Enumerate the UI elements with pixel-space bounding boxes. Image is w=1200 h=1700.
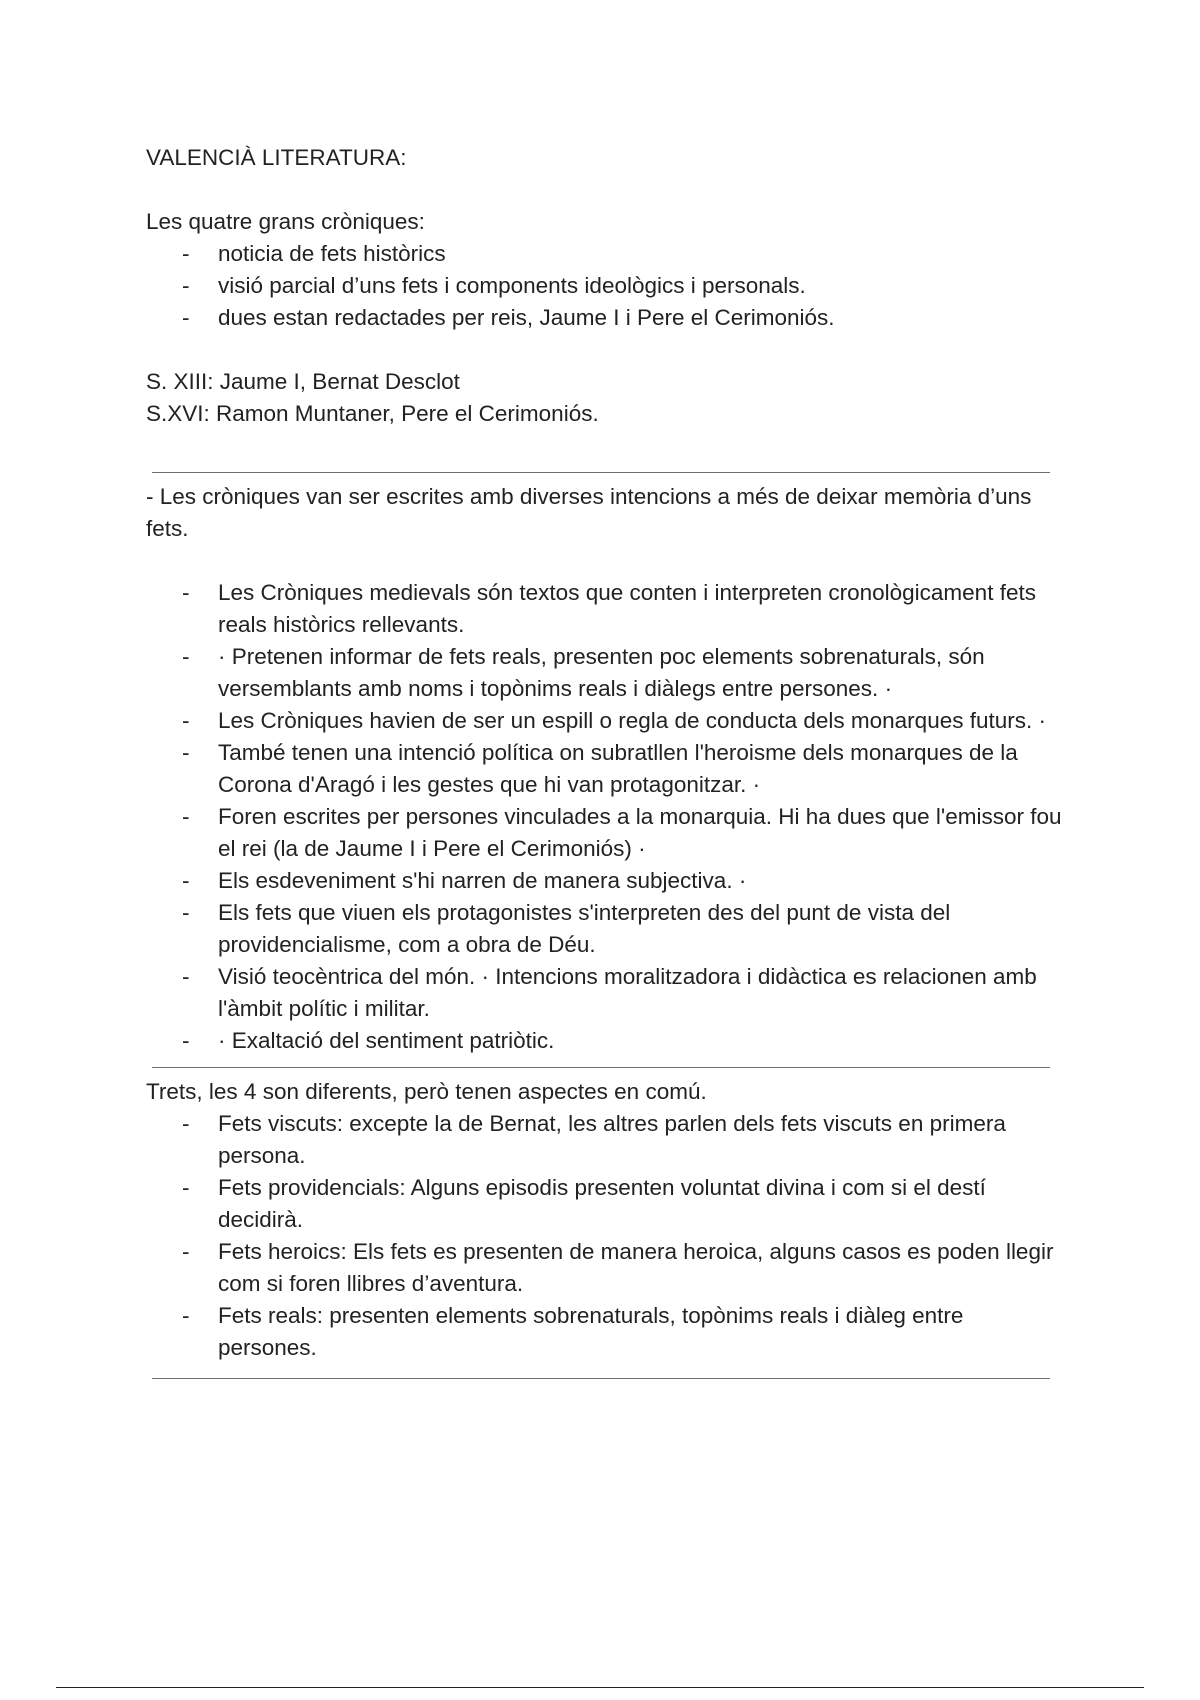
document-page <box>146 142 1066 1379</box>
dash-bullet: - <box>182 708 190 733</box>
list-item-text: · Pretenen informar de fets reals, presenten poc elements sobrenaturals, són versemblants amb noms i topònims reals i diàlegs entre persones. · <box>218 644 985 701</box>
list-item <box>146 1108 1066 1172</box>
section-divider <box>152 472 1050 473</box>
list-item-text: Fets reals: presenten elements sobrenaturals, topònims reals i diàleg entre persones. <box>218 1303 964 1360</box>
list-item-text: noticia de fets històrics <box>218 241 446 266</box>
list-item <box>146 1300 1066 1364</box>
list-item <box>146 737 1066 801</box>
dash-bullet: - <box>182 273 190 298</box>
list-item <box>146 1172 1066 1236</box>
list-item <box>146 577 1066 641</box>
dash-bullet: - <box>182 241 190 266</box>
list-item-text: Els esdeveniment s'hi narren de manera subjectiva. · <box>218 868 747 893</box>
list-item-text: Fets heroics: Els fets es presenten de manera heroica, alguns casos es poden llegir com si foren llibres d’aventura. <box>218 1239 1054 1296</box>
list-item <box>146 865 1066 897</box>
document-title: VALENCIÀ LITERATURA: <box>146 145 407 170</box>
list-item <box>146 641 1066 705</box>
section-divider <box>152 1378 1050 1379</box>
spacer <box>146 545 1066 577</box>
list-item <box>146 801 1066 865</box>
dash-bullet: - <box>182 740 190 765</box>
list-item <box>146 1236 1066 1300</box>
intro-heading: Les quatre grans cròniques: <box>146 209 425 234</box>
traits-lead: Trets, les 4 son diferents, però tenen aspectes en comú. <box>146 1079 707 1104</box>
intro-list <box>146 238 1066 334</box>
traits-list <box>146 1108 1066 1364</box>
dash-bullet: - <box>182 1239 190 1264</box>
list-item-text: Visió teocèntrica del món. · Intencions moralitzadora i didàctica es relacionen amb l'àmbit polític i militar. <box>218 964 1037 1021</box>
dash-bullet: - <box>182 868 190 893</box>
list-item-text: visió parcial d’uns fets i components ideològics i personals. <box>218 273 806 298</box>
list-item-text: dues estan redactades per reis, Jaume I i Pere el Cerimoniós. <box>218 305 835 330</box>
section-divider <box>152 1067 1050 1068</box>
list-item <box>146 897 1066 961</box>
list-item-text: · Exaltació del sentiment patriòtic. <box>218 1028 555 1053</box>
list-item-text: També tenen una intenció política on subratllen l'heroisme dels monarques de la Corona d'Aragó i les gestes que hi van protagonitzar. · <box>218 740 1018 797</box>
list-item <box>146 961 1066 1025</box>
dash-bullet: - <box>182 305 190 330</box>
list-item <box>146 705 1066 737</box>
list-item <box>146 302 1066 334</box>
dash-bullet: - <box>182 1028 190 1053</box>
list-item-text: Fets viscuts: excepte la de Bernat, les altres parlen dels fets viscuts en primera persona. <box>218 1111 1006 1168</box>
page-bottom-rule <box>56 1687 1144 1688</box>
century-line: S. XIII: Jaume I, Bernat Desclot <box>146 369 460 394</box>
list-item-text: Les Cròniques havien de ser un espill o regla de conducta dels monarques futurs. · <box>218 708 1046 733</box>
list-item <box>146 238 1066 270</box>
spacer <box>146 334 1066 366</box>
list-item <box>146 1025 1066 1057</box>
list-item-text: Fets providencials: Alguns episodis presenten voluntat divina i com si el destí decidirà. <box>218 1175 986 1232</box>
dash-bullet: - <box>182 900 190 925</box>
list-item-text: Els fets que viuen els protagonistes s'interpreten des del punt de vista del providencialisme, com a obra de Déu. <box>218 900 951 957</box>
intentions-list <box>146 577 1066 1057</box>
list-item <box>146 270 1066 302</box>
dash-bullet: - <box>182 1111 190 1136</box>
list-item-text: Foren escrites per persones vinculades a la monarquia. Hi ha dues que l'emissor fou el rei (la de Jaume I i Pere el Cerimoniós) · <box>218 804 1062 861</box>
intentions-lead: - Les cròniques van ser escrites amb diverses intencions a més de deixar memòria d’uns fets. <box>146 484 1032 541</box>
dash-bullet: - <box>182 580 190 605</box>
century-line: S.XVI: Ramon Muntaner, Pere el Cerimoniós. <box>146 401 599 426</box>
dash-bullet: - <box>182 1303 190 1328</box>
dash-bullet: - <box>182 804 190 829</box>
list-item-text: Les Cròniques medievals són textos que conten i interpreten cronològicament fets reals històrics rellevants. <box>218 580 1036 637</box>
dash-bullet: - <box>182 964 190 989</box>
dash-bullet: - <box>182 1175 190 1200</box>
dash-bullet: - <box>182 644 190 669</box>
